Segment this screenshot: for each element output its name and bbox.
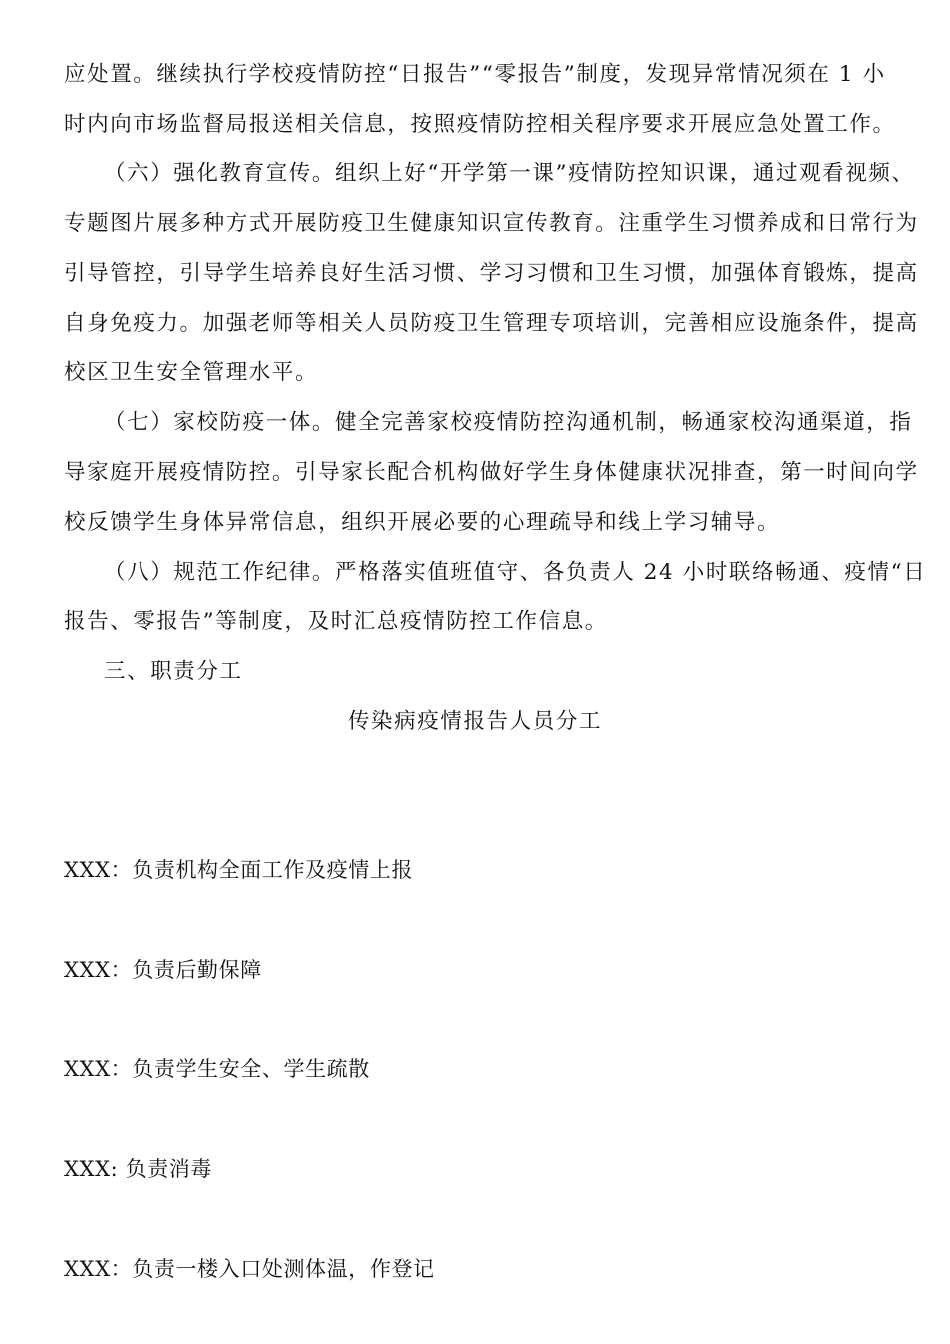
section-heading: 三、职责分工 [104, 659, 243, 684]
duty-item: XXX：负责后勤保障 [64, 958, 262, 982]
duty-item: XXX：负责一楼入口处测体温，作登记 [64, 1257, 435, 1281]
paragraph-6-line: 引导管控，引导学生培养良好生活习惯、学习习惯和卫生习惯，加强体育锻炼，提高 [64, 261, 919, 286]
paragraph-6-line: 专题图片展多种方式开展防疫卫生健康知识宣传教育。注重学生习惯养成和日常行为 [64, 211, 919, 236]
duty-item: XXX：负责学生安全、学生疏散 [64, 1057, 370, 1081]
duty-item: XXX：负责机构全面工作及疫情上报 [64, 858, 414, 882]
paragraph-7-line: 校反馈学生身体异常信息，组织开展必要的心理疏导和线上学习辅导。 [64, 510, 781, 535]
paragraph-line: 时内向市场监督局报送相关信息，按照疫情防控相关程序要求开展应急处置工作。 [64, 112, 896, 137]
paragraph-8-line: （八）规范工作纪律。严格落实值班值守、各负责人 24 小时联络畅通、疫情“日 [104, 560, 927, 585]
paragraph-line: 应处置。继续执行学校疫情防控“日报告”“零报告”制度，发现异常情况须在 1 小 [64, 62, 886, 87]
table-title: 传染病疫情报告人员分工 [347, 709, 603, 734]
paragraph-8-line: 报告、零报告”等制度，及时汇总疫情防控工作信息。 [64, 609, 608, 634]
paragraph-7-line: 导家庭开展疫情防控。引导家长配合机构做好学生身体健康状况排查，第一时间向学 [64, 460, 919, 485]
paragraph-6-line: 校区卫生安全管理水平。 [64, 360, 319, 385]
duty-item: XXX: 负责消毒 [64, 1157, 213, 1181]
paragraph-7-line: （七）家校防疫一体。健全完善家校疫情防控沟通机制，畅通家校沟通渠道，指 [104, 410, 913, 435]
paragraph-6-line: （六）强化教育宣传。组织上好“开学第一课”疫情防控知识课，通过观看视频、 [104, 161, 915, 186]
paragraph-6-line: 自身免疫力。加强老师等相关人员防疫卫生管理专项培训，完善相应设施条件，提高 [64, 311, 919, 336]
